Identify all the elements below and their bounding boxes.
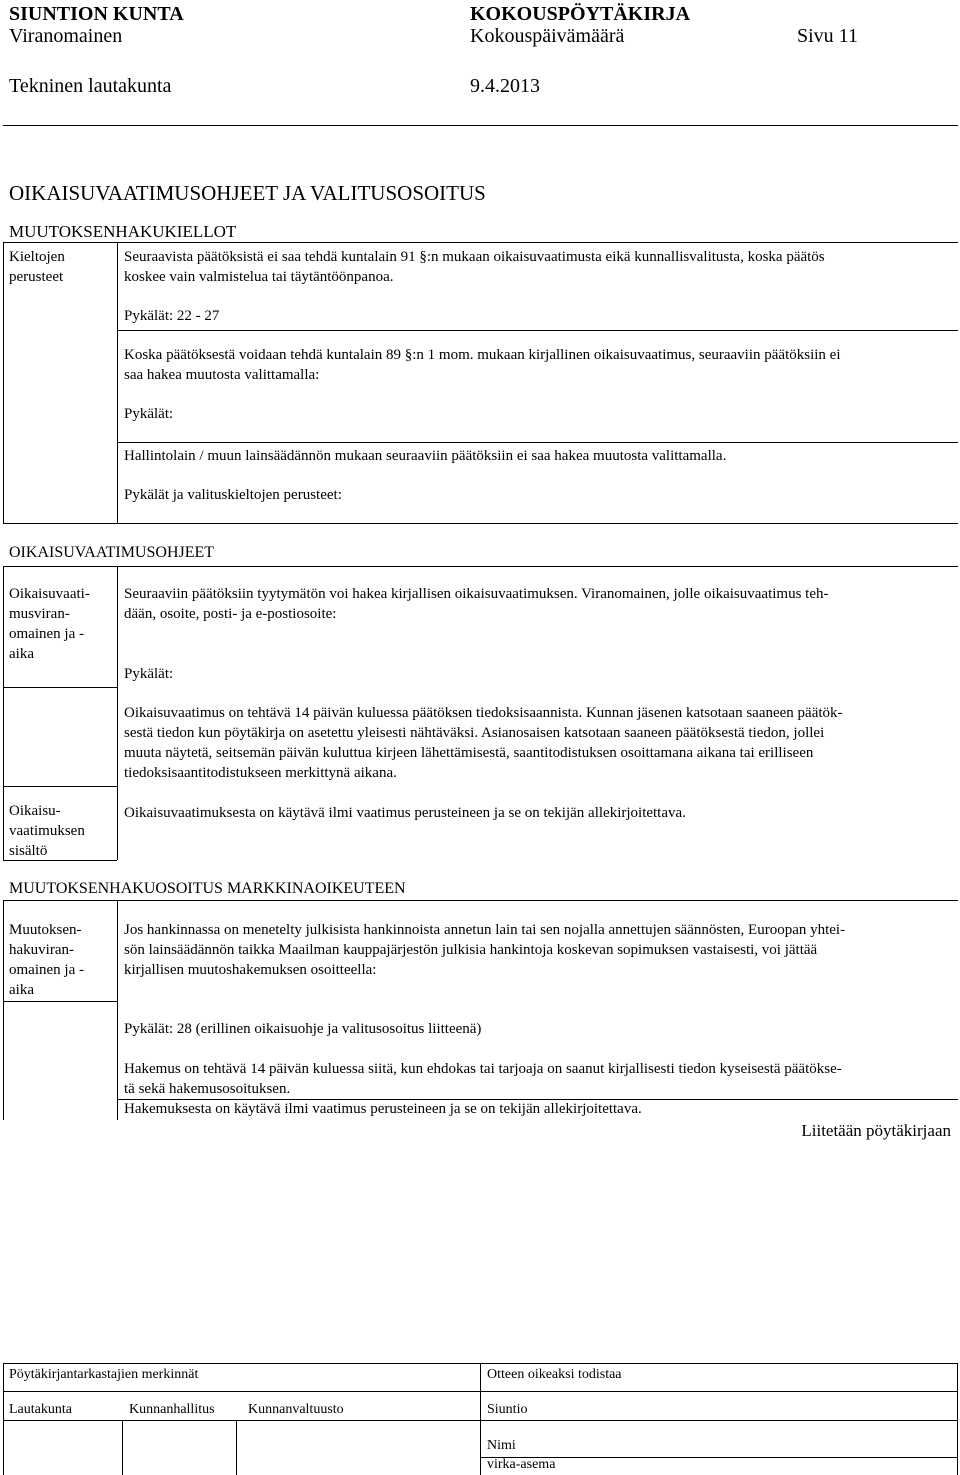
text-line: Oikaisuvaatimus on tehtävä 14 päivän kuluessa päätöksen tiedoksisaannista. Kunnan jäsenen katsotaan saaneen päätök- xyxy=(124,705,843,721)
org-name: SIUNTION KUNTA xyxy=(9,3,184,25)
market-court-paragraph-4: Hakemuksesta on käytävä ilmi vaatimus perusteineen ja se on tekijän allekirjoitettava. xyxy=(124,1101,642,1117)
text-line: muuta näytetä, seitsemän päivän kuluttua kirjeen lähettämisestä, saantitodistuksen osoittamana aikana tai erilliseen xyxy=(124,745,814,761)
authority-name: Tekninen lautakunta xyxy=(9,75,172,97)
text-line: Hakemus on tehtävä 14 päivän kuluessa siitä, kun ehdokas tai tarjoaja on saanut kirjallisesti tiedon kyseisestä päätökse- xyxy=(124,1061,842,1077)
text-line: saa hakea muutosta valittamalla: xyxy=(124,367,320,383)
prohibitions-paragraph-6: Pykälät ja valituskieltojen perusteet: xyxy=(124,487,342,503)
label-line: Muutoksen- xyxy=(9,922,82,938)
appeal-column-rule xyxy=(117,566,118,860)
appeal-authority-label xyxy=(9,584,90,664)
attachment-note: Liitetään pöytäkirjaan xyxy=(801,1121,951,1140)
prohibitions-paragraph-1 xyxy=(124,247,825,287)
text-line: Koska päätöksestä voidaan tehdä kuntalain 89 §:n 1 mom. mukaan kirjallinen oikaisuvaatimus, seuraaviin päätöksiin ei xyxy=(124,347,841,363)
footer-col-rule-2 xyxy=(236,1420,237,1475)
meeting-date: 9.4.2013 xyxy=(470,75,540,97)
label-line: perusteet xyxy=(9,269,64,285)
prohibitions-heading: MUUTOKSENHAKUKIELLOT xyxy=(9,222,237,241)
doc-type: KOKOUSPÖYTÄKIRJA xyxy=(470,3,691,25)
text-line: sön lainsäädännön taikka Maailman kauppajärjestön julkisia hankintoja koskevan sopimuksen vastaisesti, voi jättää xyxy=(124,942,818,958)
label-line: aika xyxy=(9,646,34,662)
appeal-paragraph-1 xyxy=(124,584,829,624)
appeal-content-label-rule xyxy=(3,786,117,787)
place-label: Siuntio xyxy=(487,1402,528,1417)
label-line: omainen ja - xyxy=(9,626,84,642)
prohibitions-paragraph-5: Hallintolain / muun lainsäädännön mukaan seuraaviin päätöksiin ei saa hakea muutosta valittamalla. xyxy=(124,448,727,464)
text-line: sestä tiedon kun pöytäkirja on asetettu yleisesti nähtäväksi. Asianosaisen katsotaan saaneen päätöksestä tiedon, jollei xyxy=(124,725,825,741)
date-label: Kokouspäivämäärä xyxy=(470,25,625,47)
prohibitions-rule-2 xyxy=(117,442,958,443)
title-label: virka-asema xyxy=(487,1457,556,1472)
text-line: koskee vain valmistelua tai täytäntöönpanoa. xyxy=(124,269,394,285)
market-court-heading: MUUTOKSENHAKUOSOITUS MARKKINAOIKEUTEEN xyxy=(9,880,406,897)
appeal-top-rule xyxy=(3,566,958,567)
market-court-column-rule xyxy=(117,900,118,1120)
prohibitions-paragraph-3 xyxy=(124,345,841,385)
market-court-label-rule xyxy=(3,1001,117,1002)
prohibitions-paragraph-2: Pykälät: 22 - 27 xyxy=(124,308,220,324)
text-line: tä sekä hakemusosoituksen. xyxy=(124,1081,291,1097)
label-line: musviran- xyxy=(9,606,70,622)
prohibitions-rule-1 xyxy=(117,330,958,331)
reviewers-label: Pöytäkirjantarkastajien merkinnät xyxy=(9,1367,199,1382)
market-court-paragraph-3 xyxy=(124,1059,842,1099)
appeal-label-rule xyxy=(3,687,117,688)
footer-left-rule xyxy=(3,1363,4,1475)
market-court-paragraph-2: Pykälät: 28 (erillinen oikaisuohje ja valitusosoitus liitteenä) xyxy=(124,1021,482,1037)
authority-label: Viranomainen xyxy=(9,25,123,47)
prohibitions-left-rule xyxy=(3,242,4,524)
label-line: Oikaisuvaati- xyxy=(9,586,90,602)
label-line: hakuviran- xyxy=(9,942,74,958)
appeal-paragraph-3 xyxy=(124,703,843,783)
footer-col-rule-1 xyxy=(122,1420,123,1475)
text-line: kirjallisen muutoshakemuksen osoitteella: xyxy=(124,962,377,978)
council-column-label: Kunnanvaltuusto xyxy=(248,1402,344,1417)
prohibitions-label xyxy=(9,247,65,287)
footer-center-rule xyxy=(480,1363,481,1475)
label-line: sisältö xyxy=(9,843,48,859)
text-line: Seuraaviin päätöksiin tyytymätön voi hakea kirjallisen oikaisuvaatimuksen. Viranomainen, jolle oikaisuvaatimus teh- xyxy=(124,586,829,602)
appeal-left-rule xyxy=(3,566,4,860)
name-label: Nimi xyxy=(487,1438,516,1453)
page-title: OIKAISUVAATIMUSOHJEET JA VALITUSOSOITUS xyxy=(9,181,486,205)
text-line: tiedoksisaantitodistukseen merkittynä aikana. xyxy=(124,765,397,781)
copy-certified-label: Otteen oikeaksi todistaa xyxy=(487,1367,622,1382)
label-line: Oikaisu- xyxy=(9,803,61,819)
text-line: Jos hankinnassa on menetelty julkisista hankinnoista annetun lain tai sen nojalla annettujen säännösten, Euroopan yhtei- xyxy=(124,922,846,938)
page-number: Sivu 11 xyxy=(797,25,858,47)
prohibitions-bottom-rule xyxy=(3,523,958,524)
label-line: vaatimuksen xyxy=(9,823,85,839)
prohibitions-top-rule xyxy=(3,242,958,243)
prohibitions-paragraph-4: Pykälät: xyxy=(124,406,174,422)
label-line: omainen ja - xyxy=(9,962,84,978)
header-divider xyxy=(3,125,958,126)
appeal-paragraph-2: Pykälät: xyxy=(124,666,174,682)
appeal-paragraph-4: Oikaisuvaatimuksesta on käytävä ilmi vaatimus perusteineen ja se on tekijän allekirjoitettava. xyxy=(124,805,686,821)
label-line: aika xyxy=(9,982,34,998)
label-line: Kieltojen xyxy=(9,249,65,265)
footer-header-rule xyxy=(3,1391,958,1392)
market-court-top-rule xyxy=(3,900,958,901)
market-court-label xyxy=(9,920,84,1000)
market-court-left-rule xyxy=(3,900,4,1120)
market-court-paragraph-1 xyxy=(124,920,845,980)
appeal-heading: OIKAISUVAATIMUSOHJEET xyxy=(9,544,215,561)
municipal-board-column-label: Kunnanhallitus xyxy=(129,1402,215,1417)
footer-row-rule xyxy=(3,1420,958,1421)
prohibitions-column-rule xyxy=(117,242,118,524)
board-column-label: Lautakunta xyxy=(9,1402,72,1417)
appeal-content-label xyxy=(9,801,85,861)
text-line: Seuraavista päätöksistä ei saa tehdä kuntalain 91 §:n mukaan oikaisuvaatimusta eikä kunnallisvalitusta, koska päätös xyxy=(124,249,825,265)
footer-right-rule xyxy=(957,1363,958,1475)
text-line: dään, osoite, posti- ja e-postiosoite: xyxy=(124,606,337,622)
